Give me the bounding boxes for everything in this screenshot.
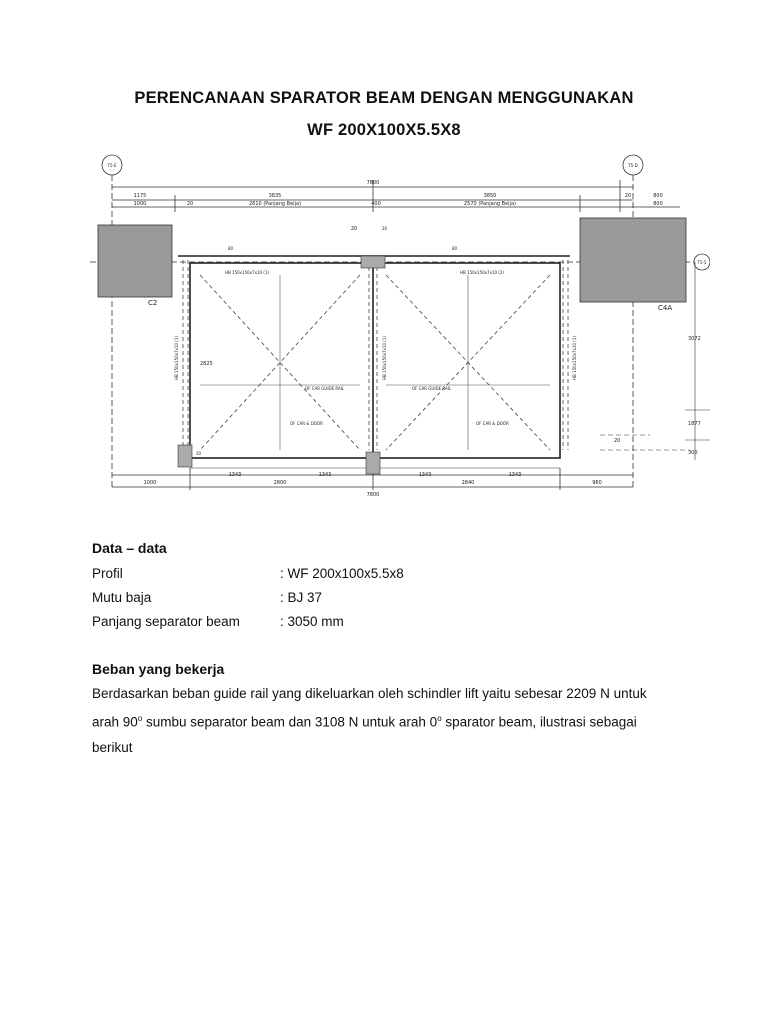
support-block-mid: [366, 452, 380, 474]
car-rail-label-right: OF CAR GUIDE RAIL: [412, 386, 452, 391]
column-c2: [98, 225, 172, 297]
dim-gap-right: 20: [624, 193, 632, 199]
dim-right-v1: 3072: [688, 336, 701, 342]
dim-right-v3: 300: [688, 450, 698, 456]
dim-right-clear: 2570 (Panjang Beija): [464, 201, 516, 207]
dim-left-v: 2825: [200, 361, 213, 367]
dim-right-v4: 20: [614, 438, 621, 444]
dim-20b: 20: [382, 226, 388, 231]
load-paragraph: [92, 681, 692, 760]
grid-label-t5-e: T5-E: [107, 163, 117, 168]
dim-right-edge-2: 800: [653, 201, 663, 207]
structural-plan-drawing: [90, 150, 710, 510]
support-block-top: [361, 256, 385, 268]
dim-bot-left-edge: 1000: [143, 480, 157, 486]
lift-shaft-frame: [190, 263, 560, 458]
beam-label-vertical-right: HB 150x150x7x10 (1): [572, 336, 577, 380]
dim-right-v2: 1877: [688, 421, 701, 427]
dim-left-clear: 2810 (Panjang Beija): [249, 201, 301, 207]
dim-left-edge-2: 1000: [133, 201, 147, 207]
load-line-3: berikut: [92, 739, 133, 755]
data-row-value: : BJ 37: [280, 590, 323, 605]
data-row-panjang: [92, 614, 344, 629]
support-block-left: [178, 445, 192, 467]
dim-left-span: 3835: [268, 193, 282, 199]
data-row-value: : 3050 mm: [280, 614, 344, 629]
grid-label-t5-5: T5-5: [697, 260, 707, 265]
dim-left-edge: 1175: [133, 193, 147, 199]
dim-mid-2: 20: [350, 226, 358, 232]
column-label-c4a: C4A: [658, 304, 673, 312]
beam-label-vertical-left: HB 150x150x7x10 (1): [174, 336, 179, 380]
page-title: PERENCANAAN SPARATOR BEAM DENGAN MENGGUNAKAN: [134, 89, 634, 107]
load-heading: Beban yang bekerja: [92, 661, 225, 677]
dim-bot-total: 7800: [366, 492, 380, 498]
dim-bot-left: 2800: [273, 480, 287, 486]
dim-gap-left: 20: [186, 201, 194, 207]
data-row-profil: [92, 566, 404, 581]
grid-label-t5-d: T5-D: [628, 163, 638, 168]
column-label-c2: C2: [148, 299, 158, 307]
beam-label-top-left: HB 150x150x7x10 (1): [225, 270, 269, 275]
dim-total-top: 7800: [366, 180, 380, 186]
data-row-label: Mutu baja: [92, 590, 152, 605]
load-line-2: arah 90$^o$ sumbu separator beam dan 3108 N untuk arah 0$^o$ sparator beam, ilustrasi sebagai: [92, 714, 637, 730]
dim-sub-l1: 1343: [228, 472, 242, 478]
data-row-label: Profil: [92, 566, 123, 581]
beam-label-top-right: HB 150x150x7x10 (2): [460, 270, 504, 275]
dim-sub-r2: 1343: [508, 472, 522, 478]
dim-bot-right: 2840: [461, 480, 475, 486]
dim-80a: 80: [228, 246, 234, 251]
dim-sub-r1: 1343: [418, 472, 432, 478]
dim-mid: 400: [371, 201, 381, 207]
dim-20a: 20: [196, 451, 202, 456]
data-row-mutu-baja: [92, 590, 322, 605]
beam-label-vertical-mid: HB 150x150x7x10 (1): [382, 336, 387, 380]
car-door-label-left: OF CAR & DOOR: [290, 421, 323, 426]
data-row-label: Panjang separator beam: [92, 614, 240, 629]
page-subtitle: WF 200X100X5.5X8: [307, 121, 461, 139]
dim-right-edge: 800: [653, 193, 663, 199]
load-line-1: Berdasarkan beban guide rail yang dikeluarkan oleh schindler lift yaitu sebesar 2209 N untuk: [92, 686, 647, 701]
dim-sub-l2: 1343: [318, 472, 332, 478]
dim-bot-right-edge: 960: [592, 480, 602, 486]
data-row-value: : WF 200x100x5.5x8: [280, 566, 404, 581]
dim-80b: 80: [452, 246, 458, 251]
car-door-label-right: OF CAR & DOOR: [476, 421, 509, 426]
dim-right-span: 3850: [483, 193, 497, 199]
car-rail-label-left: OF CAR GUIDE RAIL: [305, 386, 345, 391]
data-heading: Data – data: [92, 540, 167, 556]
column-c4a: [580, 218, 686, 302]
